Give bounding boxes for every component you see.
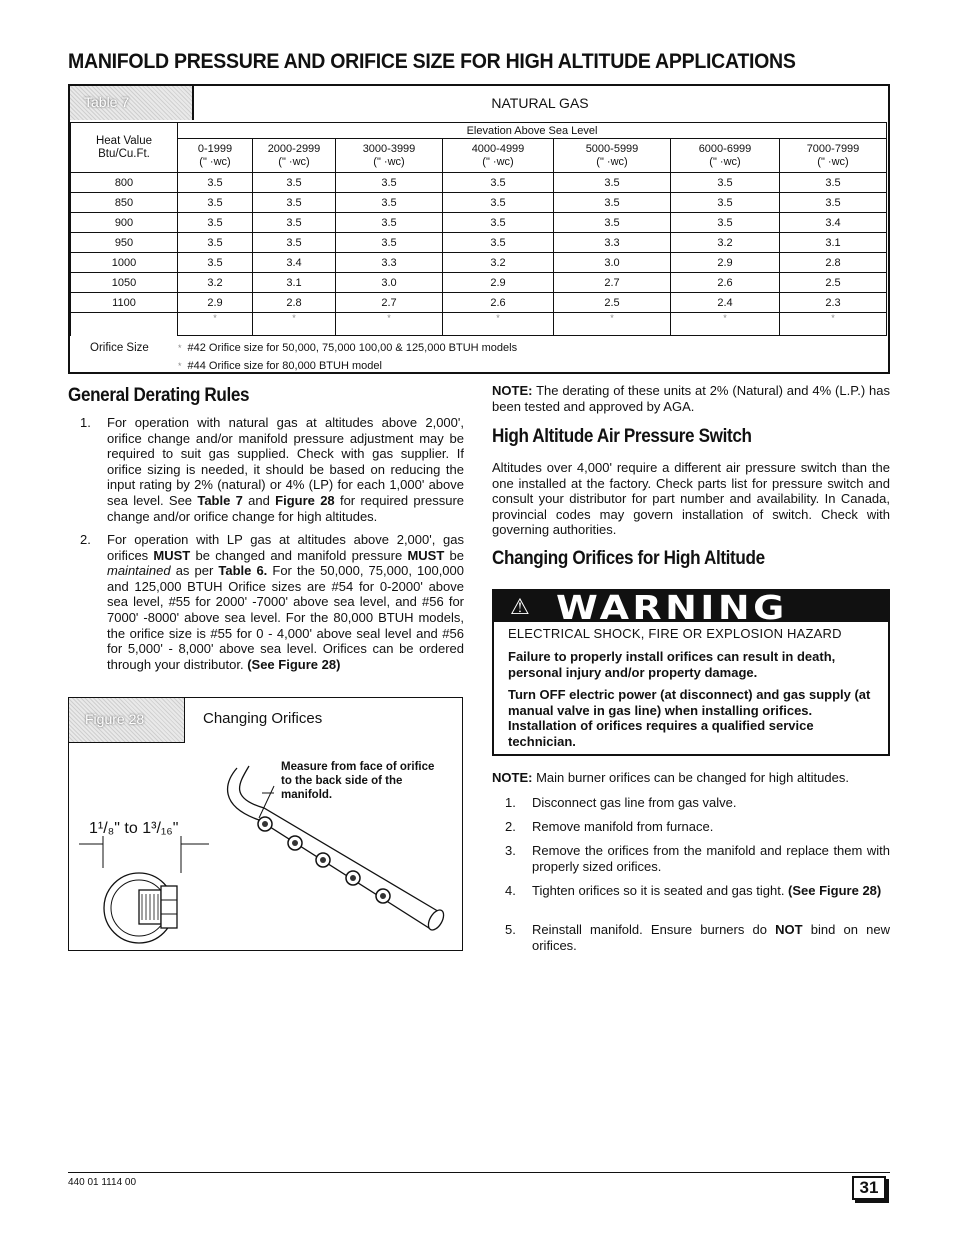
pressure-cell: 2.5	[780, 273, 887, 293]
heat-value-cell: 1050	[71, 273, 178, 293]
pressure-cell: 3.5	[178, 233, 253, 253]
pressure-cell: 3.5	[554, 193, 671, 213]
pressure-cell: 3.5	[443, 233, 554, 253]
pressure-cell: 3.3	[336, 253, 443, 273]
heat-value-cell: 1100	[71, 293, 178, 313]
dimension-label: 1¹/₈" to 1³/₁₆"	[89, 820, 179, 837]
pressure-cell: 3.5	[336, 173, 443, 193]
warning-line-1: Failure to properly install orifices can result in death, personal injury and/or property damage.	[508, 649, 836, 680]
warning-word: WARNING	[556, 588, 788, 627]
page-number: 31	[852, 1176, 886, 1200]
pressure-cell: 3.5	[554, 213, 671, 233]
elevation-column-header: 0-1999 (" ·wc)	[178, 139, 253, 173]
elevation-column-header: 3000-3999 (" ·wc)	[336, 139, 443, 173]
footer-code: 440 01 1114 00	[68, 1177, 137, 1188]
table-7	[68, 84, 890, 374]
warning-hazard: ELECTRICAL SHOCK, FIRE OR EXPLOSION HAZARD	[508, 626, 842, 641]
warning-box	[492, 589, 890, 756]
orifice-mark: *	[671, 313, 780, 336]
step-text: Reinstall manifold. Ensure burners do NOT bind on new orifices.	[532, 922, 890, 953]
orifice-row	[71, 313, 887, 336]
elevation-column-header: 2000-2999 (" ·wc)	[253, 139, 336, 173]
step-number: 5.	[505, 922, 516, 937]
pressure-cell: 3.2	[671, 233, 780, 253]
pressure-cell: 3.5	[253, 233, 336, 253]
manifold-drawing	[69, 698, 461, 950]
pressure-cell: 3.4	[253, 253, 336, 273]
elevation-column-header: 4000-4999 (" ·wc)	[443, 139, 554, 173]
pressure-cell: 3.5	[178, 193, 253, 213]
pressure-cell: 3.1	[780, 233, 887, 253]
pressure-cell: 3.0	[554, 253, 671, 273]
derating-item-2: For operation with LP gas at altitudes above 2,000', gas orifices MUST be changed and manifold pressure MUST be maintained as per Table 6. For the 50,000, 75,000, 100,000 and 125,000 BTUH Orifice sizes are #54 for 0-2000' above sea level, #55 for 2000' -7000' above sea level, and #56 for 7000' -8000' above sea level. For the 80,000 BTUH models, the orifice size is #55 for 0 - 4,000' above seal level and #56 for 5,000' - 8,000' above sea level. Orifices can be ordered through your distributor. (See Figure 28)	[107, 532, 465, 672]
elevation-column-header: 6000-6999 (" ·wc)	[671, 139, 780, 173]
orifice-mark: *	[253, 313, 336, 336]
orifice-mark: *	[443, 313, 554, 336]
orifice-notes: * #42 Orifice size for 50,000, 75,000 100,00 & 125,000 BTUH models * #44 Orifice size for 80,000 BTUH model	[178, 342, 518, 372]
pressure-cell: 2.6	[671, 273, 780, 293]
table-row	[71, 233, 887, 253]
pressure-cell: 2.9	[671, 253, 780, 273]
pressure-cell: 3.5	[336, 193, 443, 213]
orifice-mark: *	[780, 313, 887, 336]
pressure-cell: 3.5	[671, 193, 780, 213]
elevation-column-header: 5000-5999 (" ·wc)	[554, 139, 671, 173]
step-text: Remove manifold from furnace.	[532, 819, 714, 834]
pressure-cell: 3.5	[178, 173, 253, 193]
pressure-cell: 3.5	[253, 173, 336, 193]
pressure-cell: 3.5	[253, 213, 336, 233]
heat-value-cell: 800	[71, 173, 178, 193]
derating-heading: General Derating Rules	[68, 385, 250, 406]
heat-value-cell: 950	[71, 233, 178, 253]
orifice-mark: *	[336, 313, 443, 336]
table-row	[71, 273, 887, 293]
pressure-cell: 2.8	[780, 253, 887, 273]
pressure-cell: 3.5	[780, 193, 887, 213]
note-aga: NOTE: The derating of these units at 2% (Natural) and 4% (L.P.) has been tested and approved by AGA.	[492, 383, 890, 414]
pressure-cell: 2.8	[253, 293, 336, 313]
pressure-cell: 3.1	[253, 273, 336, 293]
warning-triangle-icon: ⚠	[510, 594, 530, 619]
pressure-cell: 2.7	[554, 273, 671, 293]
pressure-cell: 3.5	[443, 213, 554, 233]
step-number: 1.	[505, 795, 516, 810]
item-number: 2.	[80, 532, 91, 547]
warning-banner	[494, 588, 888, 627]
table-heading: NATURAL GAS	[491, 95, 589, 111]
heat-value-cell: 1000	[71, 253, 178, 273]
pressure-cell: 3.5	[671, 213, 780, 233]
air-switch-heading: High Altitude Air Pressure Switch	[492, 426, 752, 447]
warning-line-2: Turn OFF electric power (at disconnect) and gas supply (at manual valve in gas line) when installing orifices. Installation of orifices requires a qualified service technician.	[508, 687, 871, 749]
pressure-cell: 2.7	[336, 293, 443, 313]
step-text: Remove the orifices from the manifold and replace them with properly sized orifices.	[532, 843, 890, 874]
pressure-cell: 2.5	[554, 293, 671, 313]
pressure-cell: 3.4	[780, 213, 887, 233]
pressure-cell: 2.9	[178, 293, 253, 313]
pressure-cell: 3.2	[443, 253, 554, 273]
figure-tag: Figure 28	[69, 698, 185, 743]
item-number: 1.	[80, 415, 91, 430]
pressure-cell: 3.5	[178, 213, 253, 233]
pressure-cell: 3.5	[671, 173, 780, 193]
orifice-mark: *	[554, 313, 671, 336]
pressure-cell: 3.5	[336, 213, 443, 233]
table-row	[71, 293, 887, 313]
derating-item-1: For operation with natural gas at altitudes above 2,000', orifice change and/or manifold pressure adjustment may be required to suit gas supplied. Check with gas supplier. If orifice sizing is needed, it should be based on reducing the input rating by 2% (natural) or 4% (LP) for each 1,000' above sea level. See Table 7 and Figure 28 for required pressure change and/or orifice change for high altitudes.	[107, 415, 464, 524]
elevation-header: Elevation Above Sea Level	[178, 123, 887, 139]
changing-orifices-heading: Changing Orifices for High Altitude	[492, 548, 765, 569]
orifice-size-label: Orifice Size	[90, 342, 149, 354]
pressure-cell: 3.5	[178, 253, 253, 273]
pressure-cell: 3.2	[178, 273, 253, 293]
pressure-cell: 2.3	[780, 293, 887, 313]
figure-title: Changing Orifices	[203, 710, 323, 727]
step-text: Tighten orifices so it is seated and gas tight. (See Figure 28)	[532, 883, 882, 898]
orifice-label-cell	[71, 313, 178, 336]
table-tag: Table 7	[70, 86, 194, 120]
pressure-cell: 3.5	[780, 173, 887, 193]
step-number: 2.	[505, 819, 516, 834]
pressure-grid	[70, 122, 887, 336]
orifice-mark: *	[178, 313, 253, 336]
air-switch-text: Altitudes over 4,000' require a different air pressure switch than the one installed at the factory. Check parts list for pressure switch and consult your distributor for part number and availability. In Canada, provincial codes may govern installation of switch. Check with governing authorities.	[492, 460, 890, 538]
figure-28	[68, 697, 463, 951]
note-main: NOTE: Main burner orifices can be changed for high altitudes.	[492, 770, 849, 785]
elevation-column-header: 7000-7999 (" ·wc)	[780, 139, 887, 173]
pressure-cell: 3.5	[554, 173, 671, 193]
figure-caption: Measure from face of orifice to the back side of the manifold.	[281, 761, 435, 801]
heat-value-cell: 850	[71, 193, 178, 213]
pressure-cell: 3.5	[443, 193, 554, 213]
table-row	[71, 213, 887, 233]
pressure-cell: 3.5	[443, 173, 554, 193]
page-title: MANIFOLD PRESSURE AND ORIFICE SIZE FOR HIGH ALTITUDE APPLICATIONS	[68, 50, 796, 73]
step-number: 3.	[505, 843, 516, 858]
table-row	[71, 173, 887, 193]
table-row	[71, 193, 887, 213]
pressure-cell: 2.4	[671, 293, 780, 313]
heat-value-header: Heat Value Btu/Cu.Ft.	[71, 123, 178, 173]
step-number: 4.	[505, 883, 516, 898]
pressure-cell: 3.5	[336, 233, 443, 253]
step-text: Disconnect gas line from gas valve.	[532, 795, 737, 810]
footer-rule	[68, 1172, 890, 1173]
pressure-cell: 3.3	[554, 233, 671, 253]
pressure-cell: 3.5	[253, 193, 336, 213]
pressure-cell: 2.9	[443, 273, 554, 293]
pressure-cell: 2.6	[443, 293, 554, 313]
pressure-cell: 3.0	[336, 273, 443, 293]
heat-value-cell: 900	[71, 213, 178, 233]
table-row	[71, 253, 887, 273]
